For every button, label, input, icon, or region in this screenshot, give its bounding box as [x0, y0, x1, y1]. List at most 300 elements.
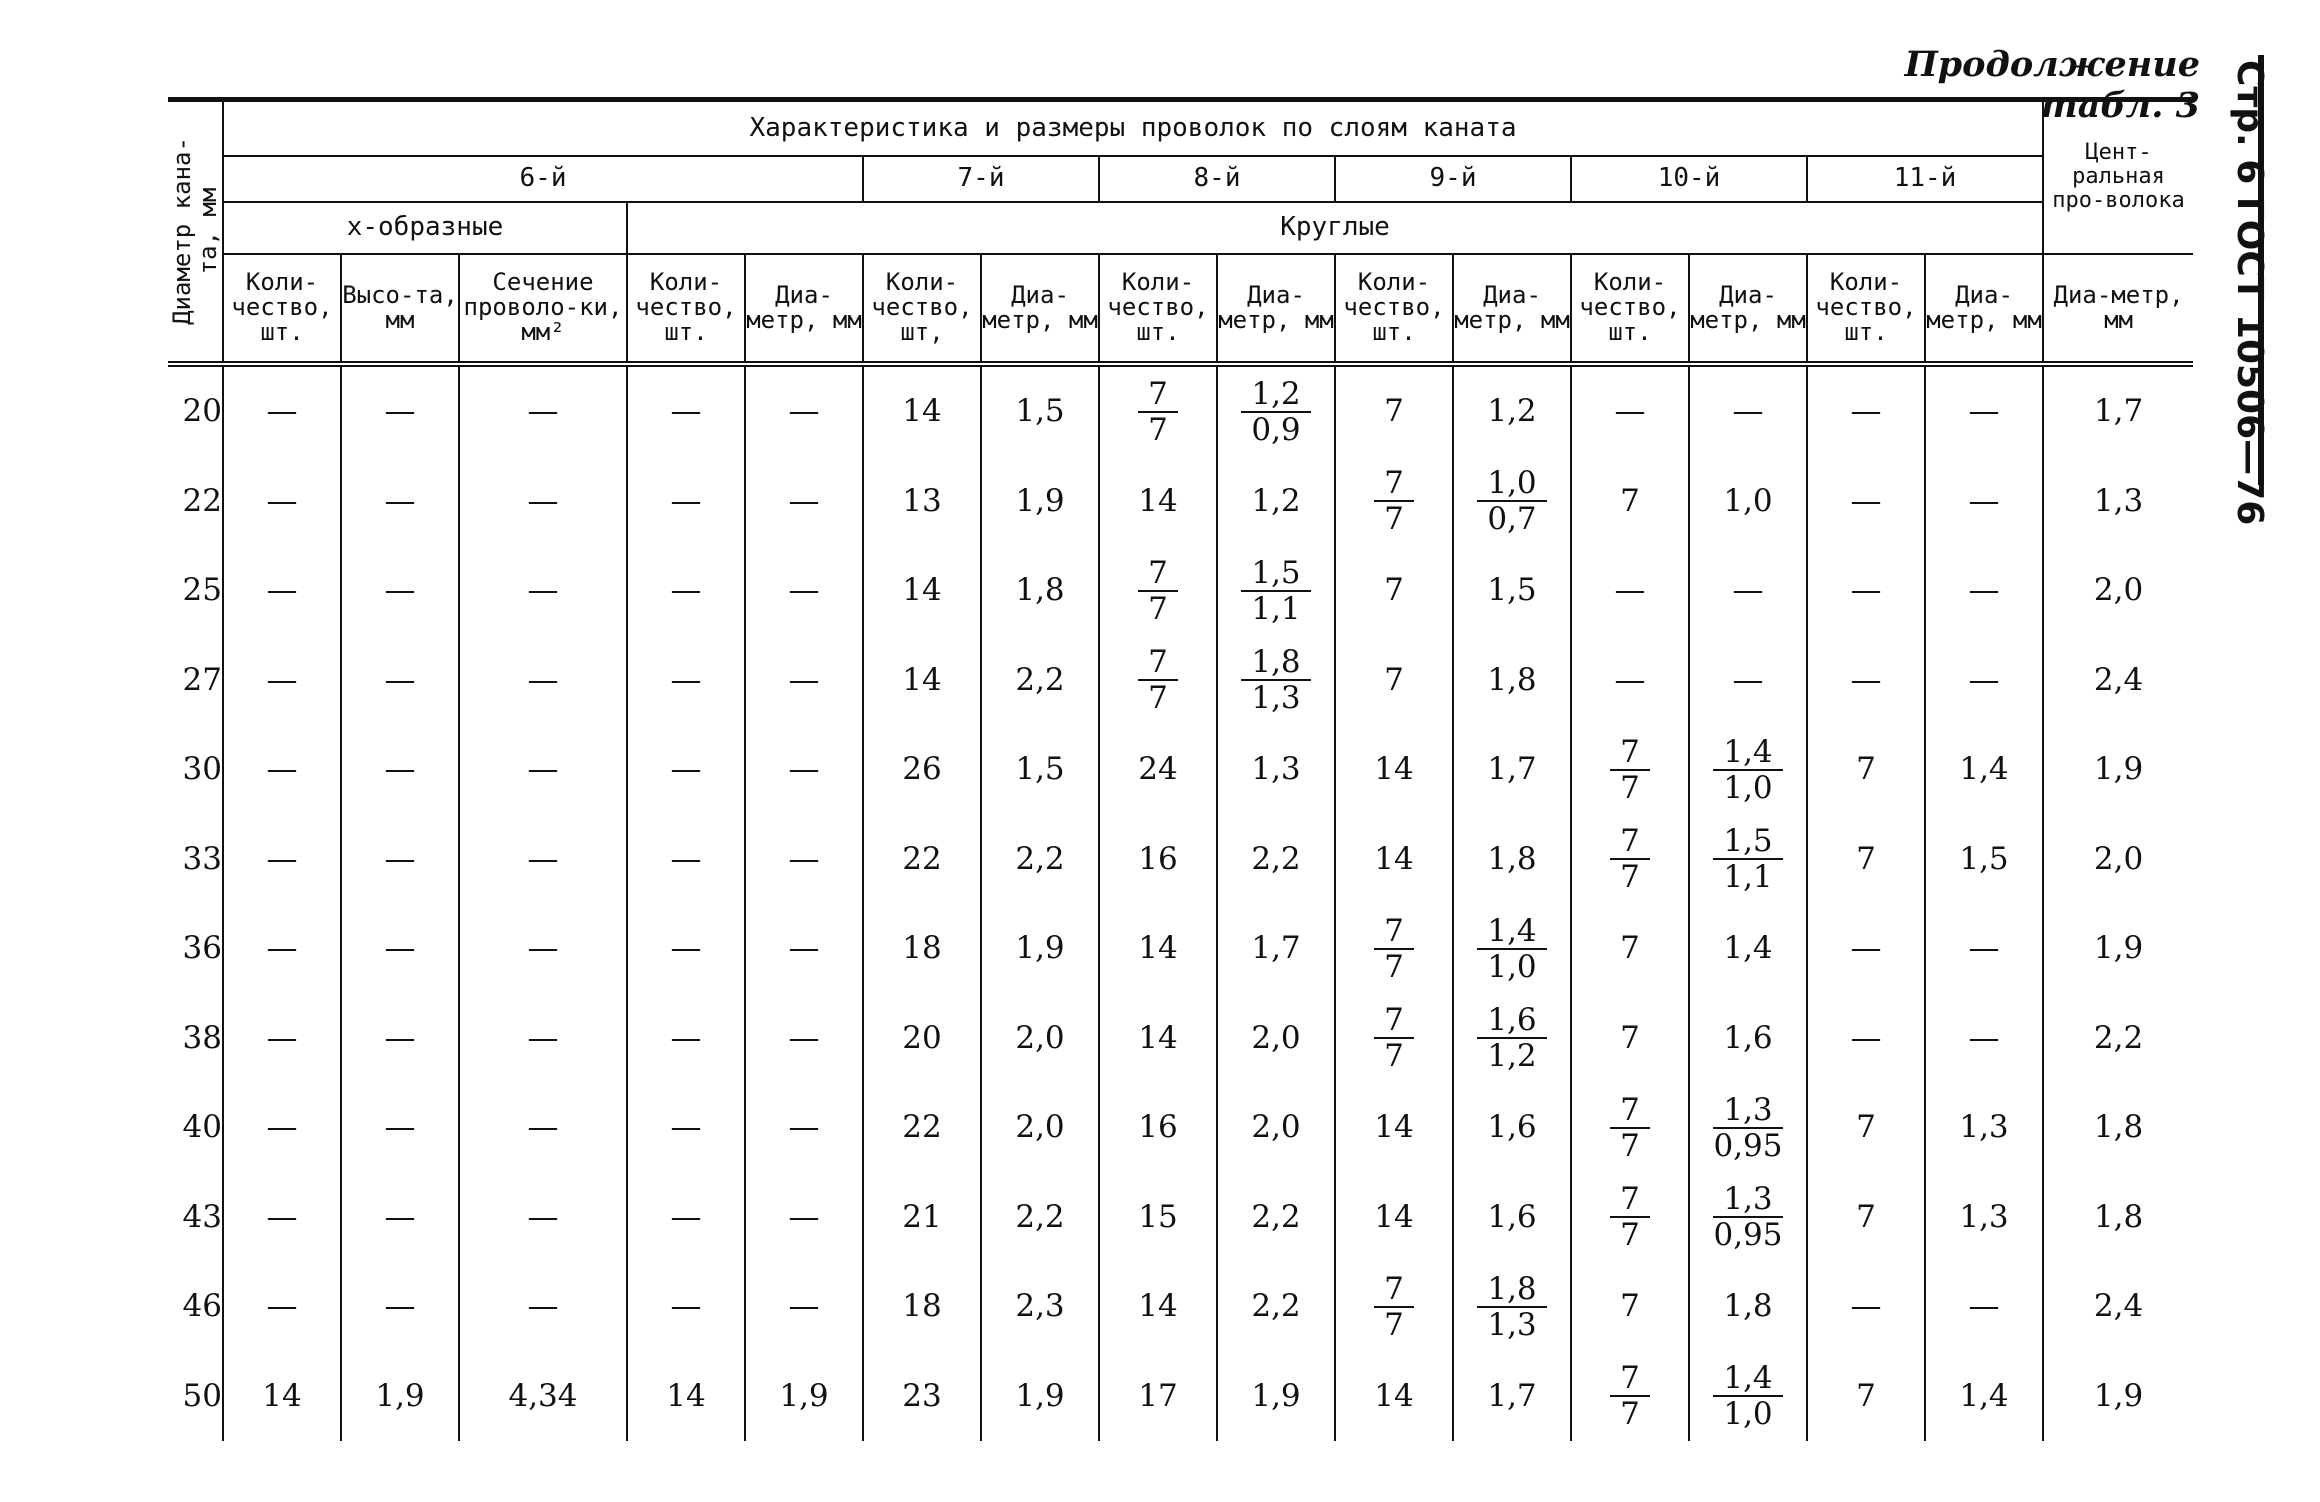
fraction-numerator: 1,2 — [1241, 377, 1310, 413]
table-cell: 4,34 — [459, 1351, 627, 1441]
table-cell: — — [1807, 993, 1925, 1083]
col-diam: Диа-метр, мм — [981, 254, 1099, 364]
fraction-denominator: 0,9 — [1251, 411, 1301, 448]
table-cell: — — [1807, 546, 1925, 636]
fraction-numerator: 7 — [1610, 1361, 1650, 1397]
fraction-value — [1610, 1093, 1650, 1163]
table-cell: — — [459, 1172, 627, 1262]
col-qty: Коли-чество, шт. — [1571, 254, 1689, 364]
table-cell: — — [1925, 993, 2043, 1083]
table-cell: 2,0 — [1217, 1083, 1335, 1173]
table-cell — [1099, 635, 1217, 725]
table-cell: — — [1571, 364, 1689, 457]
table-cell — [1689, 725, 1807, 815]
fraction-denominator: 7 — [1384, 501, 1404, 538]
table-cell: 7 — [1807, 1172, 1925, 1262]
rope-diameter-cell: 50 — [182, 1377, 222, 1414]
fraction-denominator: 1,0 — [1487, 948, 1537, 985]
table-cell: 2,2 — [1217, 1262, 1335, 1352]
table-cell — [1335, 1262, 1453, 1352]
table-cell: — — [1925, 456, 2043, 546]
table-cell: 26 — [863, 725, 981, 815]
table-cell: 14 — [1335, 1172, 1453, 1262]
table-cell: — — [1807, 904, 1925, 994]
fraction-value — [1610, 1182, 1650, 1252]
table-cell: — — [341, 364, 459, 457]
table-cell: 2,0 — [981, 993, 1099, 1083]
col-diam: Диа-метр, мм — [1689, 254, 1807, 364]
table-cell: — — [745, 725, 863, 815]
col-qty: Коли-чество, шт. — [1807, 254, 1925, 364]
table-cell: 1,9 — [2043, 904, 2193, 994]
table-cell: — — [459, 546, 627, 636]
table-cell: — — [627, 725, 745, 815]
fraction-numerator: 7 — [1138, 645, 1178, 681]
table-cell: — — [459, 635, 627, 725]
wire-table — [168, 97, 2193, 1441]
table-cell: — — [1925, 546, 2043, 636]
table-cell: 7 — [1571, 904, 1689, 994]
table-cell: 1,3 — [1217, 725, 1335, 815]
table-cell: 22 — [863, 1083, 981, 1173]
table-cell: 2,2 — [981, 635, 1099, 725]
table-cell: 1,8 — [1453, 814, 1571, 904]
table-cell: — — [627, 1083, 745, 1173]
table-cell: 1,3 — [2043, 456, 2193, 546]
table-cell: — — [459, 904, 627, 994]
fraction-denominator: 1,0 — [1723, 769, 1773, 806]
table-cell: 7 — [1807, 725, 1925, 815]
fraction-numerator: 1,3 — [1713, 1093, 1782, 1129]
table-cell: 1,4 — [1925, 725, 2043, 815]
table-cell: — — [341, 1172, 459, 1262]
table-cell: 1,6 — [1453, 1172, 1571, 1262]
table-cell: 1,5 — [1925, 814, 2043, 904]
table-cell — [1335, 993, 1453, 1083]
page-number-side: Стр. 6 ГОСТ 10506—76 — [2229, 60, 2270, 526]
table-cell: 1,8 — [1689, 1262, 1807, 1352]
table-header — [168, 100, 2193, 364]
table-cell — [1571, 725, 1689, 815]
table-cell: 14 — [1335, 814, 1453, 904]
col-qty: Коли-чество, шт. — [627, 254, 745, 364]
table-cell: 16 — [1099, 814, 1217, 904]
fraction-value — [1477, 466, 1546, 536]
shape-x: х-образные — [223, 202, 627, 254]
fraction-numerator: 1,5 — [1713, 824, 1782, 860]
table-cell: 1,5 — [981, 725, 1099, 815]
fraction-denominator: 0,95 — [1713, 1127, 1783, 1164]
table-cell: 14 — [1099, 993, 1217, 1083]
table-cell: — — [745, 456, 863, 546]
table-cell — [1453, 1262, 1571, 1352]
fraction-value — [1241, 645, 1310, 715]
fraction-value — [1477, 914, 1546, 984]
fraction-denominator: 7 — [1148, 680, 1168, 717]
fraction-numerator: 1,6 — [1477, 1003, 1546, 1039]
fraction-value — [1713, 1182, 1782, 1252]
table-cell — [1571, 814, 1689, 904]
fraction-value — [1477, 1003, 1546, 1073]
fraction-numerator: 1,8 — [1241, 645, 1310, 681]
table-cell: 1,2 — [1453, 364, 1571, 457]
table-cell: 1,7 — [1217, 904, 1335, 994]
layer-11: 11-й — [1807, 156, 2043, 202]
table-cell: 2,0 — [2043, 546, 2193, 636]
col-diam: Диа-метр, мм — [745, 254, 863, 364]
table-row — [168, 725, 2193, 815]
table-row — [168, 904, 2193, 994]
fraction-numerator: 7 — [1374, 1272, 1414, 1308]
fraction-value — [1713, 1361, 1782, 1431]
table-row — [168, 1083, 2193, 1173]
table-row — [168, 546, 2193, 636]
table-cell: — — [745, 993, 863, 1083]
fraction-value — [1138, 377, 1178, 447]
table-cell: — — [1807, 364, 1925, 457]
table-cell: 20 — [863, 993, 981, 1083]
table-cell: 14 — [863, 635, 981, 725]
fraction-value — [1713, 824, 1782, 894]
table-cell: — — [223, 546, 341, 636]
table-cell: 7 — [1807, 1083, 1925, 1173]
table-cell: 1,3 — [1925, 1172, 2043, 1262]
fraction-numerator: 1,4 — [1477, 914, 1546, 950]
fraction-value — [1241, 377, 1310, 447]
rope-diameter-cell: 46 — [182, 1288, 222, 1325]
table-cell: 7 — [1571, 456, 1689, 546]
layer-6: 6-й — [223, 156, 863, 202]
table-cell: — — [459, 725, 627, 815]
fraction-value — [1374, 914, 1414, 984]
fraction-denominator: 0,7 — [1487, 501, 1537, 538]
table-cell: — — [223, 364, 341, 457]
fraction-numerator: 7 — [1138, 377, 1178, 413]
table-cell: — — [223, 725, 341, 815]
table-cell: — — [745, 1262, 863, 1352]
fraction-value — [1374, 1003, 1414, 1073]
table-cell: 7 — [1335, 364, 1453, 457]
table-cell: 14 — [223, 1351, 341, 1441]
table-cell: — — [223, 1172, 341, 1262]
rope-diameter-cell: 33 — [182, 840, 222, 877]
table-cell — [1453, 904, 1571, 994]
table-cell: 24 — [1099, 725, 1217, 815]
fraction-denominator: 7 — [1148, 411, 1168, 448]
table-cell: 2,2 — [981, 814, 1099, 904]
table-cell — [1571, 1351, 1689, 1441]
fraction-denominator: 7 — [1148, 590, 1168, 627]
table-cell: — — [459, 993, 627, 1083]
table-cell: — — [745, 635, 863, 725]
table-cell: 2,2 — [981, 1172, 1099, 1262]
table-cell: 1,8 — [2043, 1083, 2193, 1173]
table-cell — [1217, 546, 1335, 636]
table-row — [168, 635, 2193, 725]
fraction-numerator: 1,8 — [1477, 1272, 1546, 1308]
fraction-value — [1241, 556, 1310, 626]
fraction-denominator: 7 — [1620, 769, 1640, 806]
table-cell: — — [341, 1083, 459, 1173]
table-cell: 16 — [1099, 1083, 1217, 1173]
fraction-value — [1138, 556, 1178, 626]
col-diam: Диа-метр, мм — [1217, 254, 1335, 364]
table-cell — [1689, 1172, 1807, 1262]
layer-9: 9-й — [1335, 156, 1571, 202]
layer-8: 8-й — [1099, 156, 1335, 202]
table-row — [168, 814, 2193, 904]
table-cell — [1571, 1172, 1689, 1262]
table-cell: — — [459, 1083, 627, 1173]
table-cell: 1,0 — [1689, 456, 1807, 546]
table-cell: — — [341, 635, 459, 725]
table-cell: 1,8 — [1453, 635, 1571, 725]
table-cell: — — [459, 1262, 627, 1352]
table-cell: 14 — [1335, 725, 1453, 815]
table-cell: 1,7 — [1453, 725, 1571, 815]
table-cell: — — [341, 725, 459, 815]
fraction-value — [1374, 1272, 1414, 1342]
table-cell: — — [459, 456, 627, 546]
table-cell: 1,8 — [2043, 1172, 2193, 1262]
table-cell: 1,5 — [981, 364, 1099, 457]
table-cell: 1,4 — [1689, 904, 1807, 994]
table-cell: 21 — [863, 1172, 981, 1262]
table-cell: — — [745, 814, 863, 904]
fraction-numerator: 7 — [1610, 735, 1650, 771]
fraction-value — [1610, 1361, 1650, 1431]
table-cell: — — [223, 1083, 341, 1173]
col-diam: Диа-метр, мм — [1453, 254, 1571, 364]
table-cell — [1335, 456, 1453, 546]
table-cell: 1,6 — [1689, 993, 1807, 1083]
fraction-denominator: 1,3 — [1487, 1306, 1537, 1343]
table-cell: — — [1807, 456, 1925, 546]
table-cell: 1,2 — [1217, 456, 1335, 546]
fraction-numerator: 1,3 — [1713, 1182, 1782, 1218]
table-cell: — — [341, 1262, 459, 1352]
table-cell: 14 — [1099, 1262, 1217, 1352]
fraction-value — [1713, 735, 1782, 805]
col-height: Высо-та, мм — [341, 254, 459, 364]
table-cell: 14 — [863, 546, 981, 636]
fraction-value — [1477, 1272, 1546, 1342]
table-cell: 18 — [863, 904, 981, 994]
table-cell: — — [745, 904, 863, 994]
fraction-value — [1713, 1093, 1782, 1163]
table-cell — [1453, 993, 1571, 1083]
fraction-denominator: 7 — [1620, 1217, 1640, 1254]
table-cell: — — [1571, 546, 1689, 636]
table-cell: — — [1807, 1262, 1925, 1352]
fraction-numerator: 1,5 — [1241, 556, 1310, 592]
table-row — [168, 364, 2193, 457]
fraction-denominator: 7 — [1620, 859, 1640, 896]
table-cell: 7 — [1335, 635, 1453, 725]
fraction-numerator: 7 — [1374, 1003, 1414, 1039]
table-cell: — — [745, 546, 863, 636]
table-row — [168, 1351, 2193, 1441]
table-cell: 1,9 — [2043, 725, 2193, 815]
table-cell: 14 — [627, 1351, 745, 1441]
rope-diameter-cell: 27 — [182, 661, 222, 698]
table-cell — [1689, 1083, 1807, 1173]
fraction-value — [1610, 735, 1650, 805]
table-cell: 7 — [1807, 814, 1925, 904]
table-row — [168, 456, 2193, 546]
layer-7: 7-й — [863, 156, 1099, 202]
table-cell: 1,9 — [981, 904, 1099, 994]
table-cell: 1,9 — [981, 1351, 1099, 1441]
table-cell: — — [627, 456, 745, 546]
table-row — [168, 1172, 2193, 1262]
col-central-diam: Диа-метр, мм — [2043, 254, 2193, 364]
table-cell: 1,9 — [981, 456, 1099, 546]
table-row — [168, 993, 2193, 1083]
table-cell: 22 — [863, 814, 981, 904]
fraction-numerator: 7 — [1610, 824, 1650, 860]
table-cell: 7 — [1807, 1351, 1925, 1441]
rope-diameter-cell: 38 — [182, 1019, 222, 1056]
table-cell: 1,6 — [1453, 1083, 1571, 1173]
fraction-value — [1374, 466, 1414, 536]
fraction-denominator: 7 — [1620, 1396, 1640, 1433]
table-cell: — — [459, 364, 627, 457]
fraction-value — [1610, 824, 1650, 894]
table-cell: — — [627, 904, 745, 994]
table-cell: — — [223, 1262, 341, 1352]
fraction-denominator: 1,0 — [1723, 1396, 1773, 1433]
table-cell: — — [1689, 546, 1807, 636]
table-cell: — — [627, 546, 745, 636]
table-cell: — — [627, 364, 745, 457]
table-cell: — — [1925, 635, 2043, 725]
table-cell: 23 — [863, 1351, 981, 1441]
table-cell: — — [223, 904, 341, 994]
fraction-numerator: 7 — [1374, 466, 1414, 502]
table-cell: 2,4 — [2043, 1262, 2193, 1352]
table-cell: 1,7 — [2043, 364, 2193, 457]
table-cell: 14 — [1335, 1083, 1453, 1173]
col-qty: Коли-чество, шт, — [863, 254, 981, 364]
col-section: Сечение проволо-ки, мм² — [459, 254, 627, 364]
table-cell: 1,9 — [1217, 1351, 1335, 1441]
fraction-value — [1138, 645, 1178, 715]
table-cell: 7 — [1335, 546, 1453, 636]
rope-diameter-cell: 43 — [182, 1198, 222, 1235]
table-cell — [1217, 364, 1335, 457]
table-cell: — — [1689, 364, 1807, 457]
table-cell: — — [459, 814, 627, 904]
fraction-numerator: 7 — [1138, 556, 1178, 592]
fraction-numerator: 1,4 — [1713, 1361, 1782, 1397]
table-cell: 13 — [863, 456, 981, 546]
table-row — [168, 1262, 2193, 1352]
table-cell: — — [1571, 635, 1689, 725]
table-cell: 1,9 — [341, 1351, 459, 1441]
table-cell: — — [341, 993, 459, 1083]
fraction-denominator: 1,3 — [1251, 680, 1301, 717]
table-cell: — — [745, 1172, 863, 1262]
table-cell: — — [745, 364, 863, 457]
table-cell: 2,2 — [2043, 993, 2193, 1083]
table-cell — [1453, 456, 1571, 546]
table-cell — [1571, 1083, 1689, 1173]
table-cell: 1,9 — [2043, 1351, 2193, 1441]
fraction-denominator: 1,2 — [1487, 1038, 1537, 1075]
table-cell: — — [745, 1083, 863, 1173]
table-cell: — — [1925, 364, 2043, 457]
table-cell: — — [223, 635, 341, 725]
table-cell: 2,2 — [1217, 814, 1335, 904]
table-body — [168, 364, 2193, 1441]
table-cell: 2,3 — [981, 1262, 1099, 1352]
table-cell: 1,3 — [1925, 1083, 2043, 1173]
rope-diameter-cell: 25 — [182, 572, 222, 609]
fraction-denominator: 7 — [1620, 1127, 1640, 1164]
table-cell: 2,0 — [1217, 993, 1335, 1083]
layer-10: 10-й — [1571, 156, 1807, 202]
fraction-denominator: 1,1 — [1723, 859, 1773, 896]
table-cell: — — [627, 1262, 745, 1352]
table-cell: — — [223, 456, 341, 546]
table-cell — [1099, 546, 1217, 636]
table-cell: 15 — [1099, 1172, 1217, 1262]
table-cell — [1099, 364, 1217, 457]
table-cell: — — [341, 546, 459, 636]
table-cell: 14 — [1335, 1351, 1453, 1441]
rope-diameter-cell: 36 — [182, 930, 222, 967]
table-cell: 7 — [1571, 1262, 1689, 1352]
table-cell: 2,4 — [2043, 635, 2193, 725]
table-cell: 18 — [863, 1262, 981, 1352]
table-cell: 17 — [1099, 1351, 1217, 1441]
diameter-header: Диаметр кана-та, мм — [168, 100, 223, 364]
table-cell: — — [627, 1172, 745, 1262]
table-cell: 1,5 — [1453, 546, 1571, 636]
rope-diameter-cell: 40 — [182, 1109, 222, 1146]
fraction-denominator: 7 — [1384, 948, 1404, 985]
table-cell — [1689, 814, 1807, 904]
table-cell: 14 — [1099, 904, 1217, 994]
table-cell: 2,0 — [981, 1083, 1099, 1173]
rope-diameter-cell: 30 — [182, 751, 222, 788]
table-cell: — — [1689, 635, 1807, 725]
rope-diameter-cell: 22 — [182, 482, 222, 519]
fraction-numerator: 1,4 — [1713, 735, 1782, 771]
central-wire-header: Цент-ральная про-волока — [2043, 100, 2193, 254]
table-cell: — — [1807, 635, 1925, 725]
shape-round: Круглые — [627, 202, 2043, 254]
table-cell: — — [341, 814, 459, 904]
table-cell: — — [341, 904, 459, 994]
col-qty: Коли-чество, шт. — [223, 254, 341, 364]
fraction-numerator: 1,0 — [1477, 466, 1546, 502]
col-qty: Коли-чество, шт. — [1099, 254, 1217, 364]
table-cell: 14 — [863, 364, 981, 457]
table-cell: 1,8 — [981, 546, 1099, 636]
rope-diameter-cell: 20 — [182, 393, 222, 430]
table-cell: 1,4 — [1925, 1351, 2043, 1441]
table-cell — [1335, 904, 1453, 994]
fraction-denominator: 7 — [1384, 1306, 1404, 1343]
col-qty: Коли-чество, шт. — [1335, 254, 1453, 364]
table-cell: 2,0 — [2043, 814, 2193, 904]
table-cell: 14 — [1099, 456, 1217, 546]
table-cell: 1,7 — [1453, 1351, 1571, 1441]
table-cell: — — [627, 635, 745, 725]
table-cell: 2,2 — [1217, 1172, 1335, 1262]
